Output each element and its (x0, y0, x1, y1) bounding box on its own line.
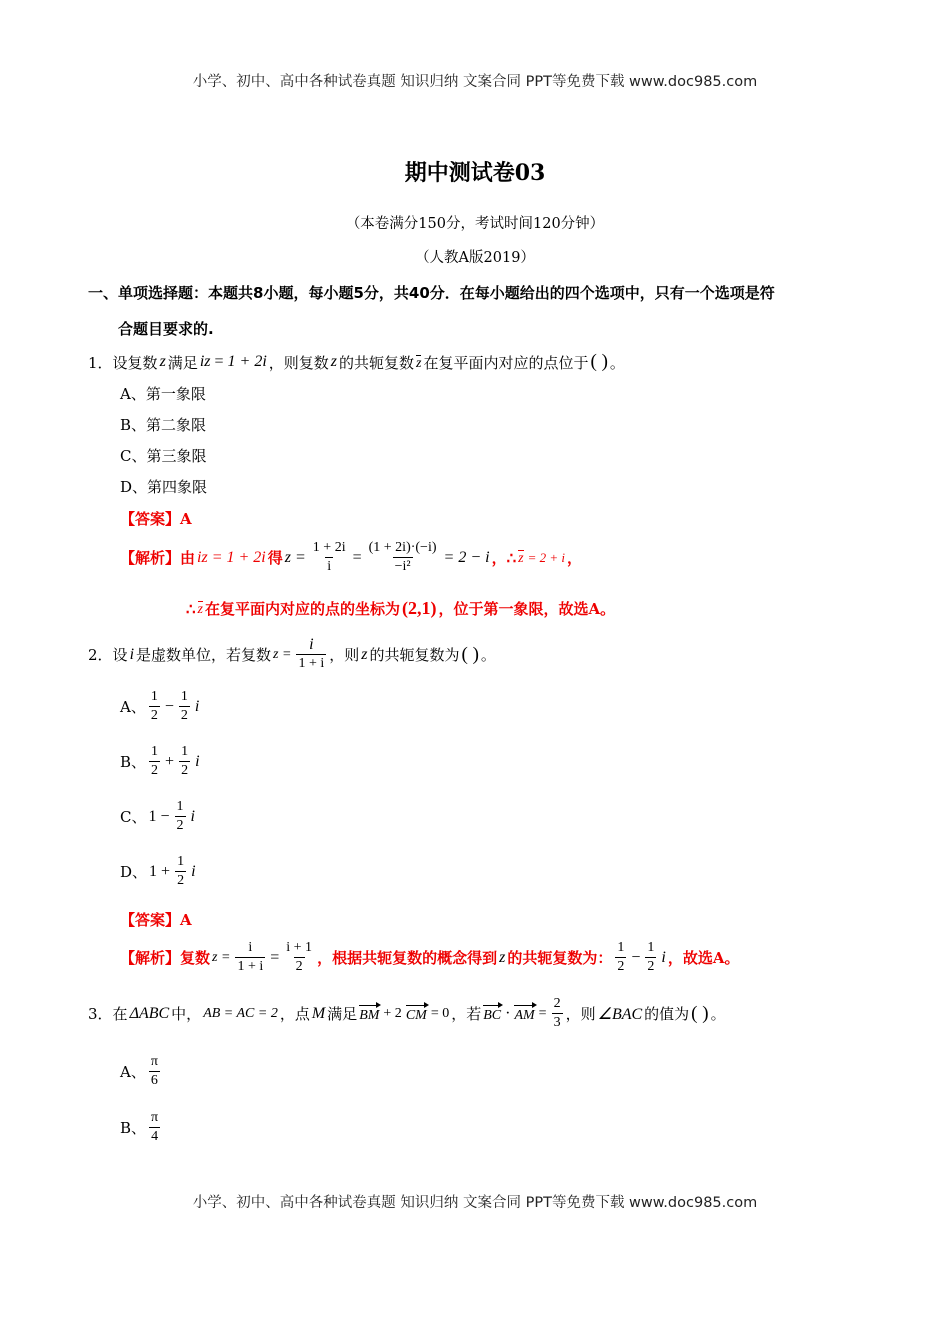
question-text: 的共轭复数为 (369, 646, 460, 664)
question-text: ，则复数 (268, 353, 329, 372)
question-text: 设复数 (112, 353, 158, 372)
fraction: $\frac{1}{2}$ (617, 940, 625, 974)
header-banner: 小学、初中、高中各种试卷真题 知识归纳 文案合同 PPT等免费下载 www.doc985.com (192, 74, 758, 90)
q1-analysis-line2 (186, 598, 615, 619)
conjugate-z: z (518, 548, 523, 567)
analysis-text: 复数 (180, 949, 211, 967)
question-3: 3． 在 ΔABC 中， AB = AC = 2 ，点 M 满足 BM + 2 CM = 0 ，若 BC · AM = $\frac{2}{3}$ ，则 ∠BAC 的值为 ( ) 。 (88, 996, 726, 1030)
math-var: M (311, 1004, 326, 1022)
footer-banner: 小学、初中、高中各种试卷真题 知识归纳 文案合同 PPT等免费下载 www.doc985.com (192, 1195, 758, 1211)
question-text: 。 (710, 1005, 726, 1023)
fraction: $\frac{\pi}{6}$ (150, 1054, 158, 1088)
therefore-symbol: ∴ (186, 599, 196, 618)
conjugate-z: z (198, 599, 203, 618)
vector: BM (359, 1004, 379, 1024)
question-text: 的值为 (644, 1005, 690, 1023)
math-expr: 1 + 2i (227, 353, 267, 370)
fraction: $\frac{1}{2}$ (177, 854, 185, 888)
question-text: ，点 (279, 1005, 310, 1023)
section-heading-line2: 合题目要求的. (118, 320, 214, 338)
vector: CM (406, 1004, 427, 1024)
analysis-text: 在复平面内对应的点的坐标为 (205, 600, 401, 618)
question-number: 2． (88, 646, 113, 664)
question-text: 中， (171, 1005, 202, 1023)
analysis-text: ， (567, 549, 583, 567)
math-expr: ΔABC (129, 1004, 170, 1022)
analysis-text: 的共轭复数为： (507, 949, 613, 967)
question-text: 设 (112, 646, 128, 664)
q2-option-a: A、 $\frac{1}{2}$ − $\frac{1}{2}$ i (120, 689, 200, 723)
answer-blank: ( ) (590, 351, 608, 372)
analysis-label: 【解析】 (120, 949, 181, 967)
exam-subtitle: （本卷满分150分，考试时间120分钟） (345, 216, 605, 232)
vector: AM (514, 1004, 534, 1024)
fraction: $\frac{1}{2}$ (181, 744, 189, 778)
math-expr: ∠BAC (597, 1005, 643, 1023)
math-expr: = (214, 353, 224, 370)
question-text: 满足 (167, 353, 198, 372)
q1-option-c: C、第三象限 (120, 447, 207, 465)
fraction: $\frac{1}{2}$ (151, 744, 159, 778)
question-text: 是虚数单位，若复数 (136, 646, 272, 664)
q2-option-d: D、 1 + $\frac{1}{2}$ i (120, 854, 196, 888)
therefore-symbol: ∴ (506, 548, 517, 567)
math-expr: iz = 1 + 2i (197, 548, 266, 566)
fraction: $\frac{1 + 2i}{i}$ (312, 540, 346, 574)
math-expr: = 2 + i (527, 549, 565, 565)
q1-option-d: D、第四象限 (120, 478, 208, 496)
fraction: $\frac{i}{1 + i}$ (237, 940, 264, 974)
analysis-text: ，根据共轭复数的概念得到 (317, 949, 498, 967)
section-heading-line1: 一、单项选择题：本题共8小题，每小题5分，共40分．在每小题给出的四个选项中，只有一个选项是符 (88, 284, 775, 302)
vector: BC (483, 1004, 501, 1024)
analysis-text: ，位于第一象限，故选A。 (438, 600, 616, 618)
edition-note: （人教A版2019） (415, 250, 535, 266)
fraction: $\frac{1}{2}$ (150, 689, 158, 723)
q2-option-b: B、 $\frac{1}{2}$ + $\frac{1}{2}$ i (120, 744, 200, 778)
analysis-label: 【解析】 (120, 549, 181, 567)
question-text: 。 (609, 353, 625, 372)
fraction: $\frac{\pi}{4}$ (151, 1110, 159, 1144)
fraction: $\frac{1}{2}$ (180, 689, 188, 723)
math-expr: = (352, 548, 362, 566)
question-1 (88, 351, 625, 373)
question-number: 3． (88, 1005, 113, 1023)
q1-analysis (120, 540, 582, 575)
q3-option-a: A、 $\frac{\pi}{6}$ (120, 1054, 158, 1088)
analysis-text: 得 (267, 549, 283, 567)
question-text: ，则 (565, 1005, 596, 1023)
math-var: i (129, 645, 135, 663)
q2-analysis: 【解析】 复数 z = $\frac{i}{1 + i}$ = $\frac{i + 1}{2}$ ，根据共轭复数的概念得到 z 的共轭复数为： $\frac{1}{2}$ − $\frac{1}{2}$ i ，故选A。 (120, 940, 740, 974)
answer-blank: ( ) (691, 1002, 709, 1024)
question-text: ，若 (451, 1005, 482, 1023)
q1-answer: 【答案】A (120, 510, 192, 528)
q1-option-b: B、第二象限 (120, 416, 207, 434)
analysis-text: 由 (180, 549, 196, 567)
math-expr: = 2 − i (443, 548, 490, 566)
fraction: $\frac{(1 + 2i)\cdot(-i)}{\text{−i²}}$ (368, 540, 437, 574)
question-2 (88, 637, 496, 672)
fraction: $\frac{2}{3}$ (553, 996, 561, 1030)
analysis-text: ， (491, 549, 507, 567)
fraction: $\frac{1}{2}$ (176, 799, 184, 833)
math-expr: AB = AC = 2 (203, 1005, 278, 1021)
fraction: $\frac{i}{1 + i}$ (298, 636, 325, 671)
math-var: z (159, 353, 166, 370)
question-text: 在复平面内对应的点位于 (423, 353, 589, 372)
q3-option-b: B、 $\frac{\pi}{4}$ (120, 1110, 159, 1144)
math-expr: z = (284, 548, 306, 566)
q2-answer: 【答案】A (120, 911, 192, 929)
question-text: 满足 (327, 1005, 358, 1023)
question-text: 。 (480, 646, 496, 664)
section-heading (88, 275, 878, 347)
page-title: 期中测试卷03 (404, 160, 546, 186)
analysis-text: ，故选A。 (667, 949, 740, 967)
q2-option-c: C、 1 − $\frac{1}{2}$ i (120, 799, 195, 833)
coordinate: (2,1) (402, 598, 437, 618)
question-text: ，则 (329, 646, 360, 664)
conjugate-z: z (416, 353, 421, 372)
question-text: 在 (112, 1005, 128, 1023)
math-var: z (330, 353, 338, 370)
question-text: 的共轭复数 (339, 353, 415, 372)
math-expr: z = (273, 646, 292, 662)
q1-option-a: A、第一象限 (120, 385, 206, 403)
question-number: 1． (88, 353, 113, 372)
answer-blank: ( ) (461, 643, 479, 665)
math-var: z (361, 645, 368, 663)
fraction: $\frac{i + 1}{2}$ (286, 940, 313, 974)
math-expr: iz (199, 353, 211, 370)
fraction: $\frac{1}{2}$ (647, 940, 655, 974)
